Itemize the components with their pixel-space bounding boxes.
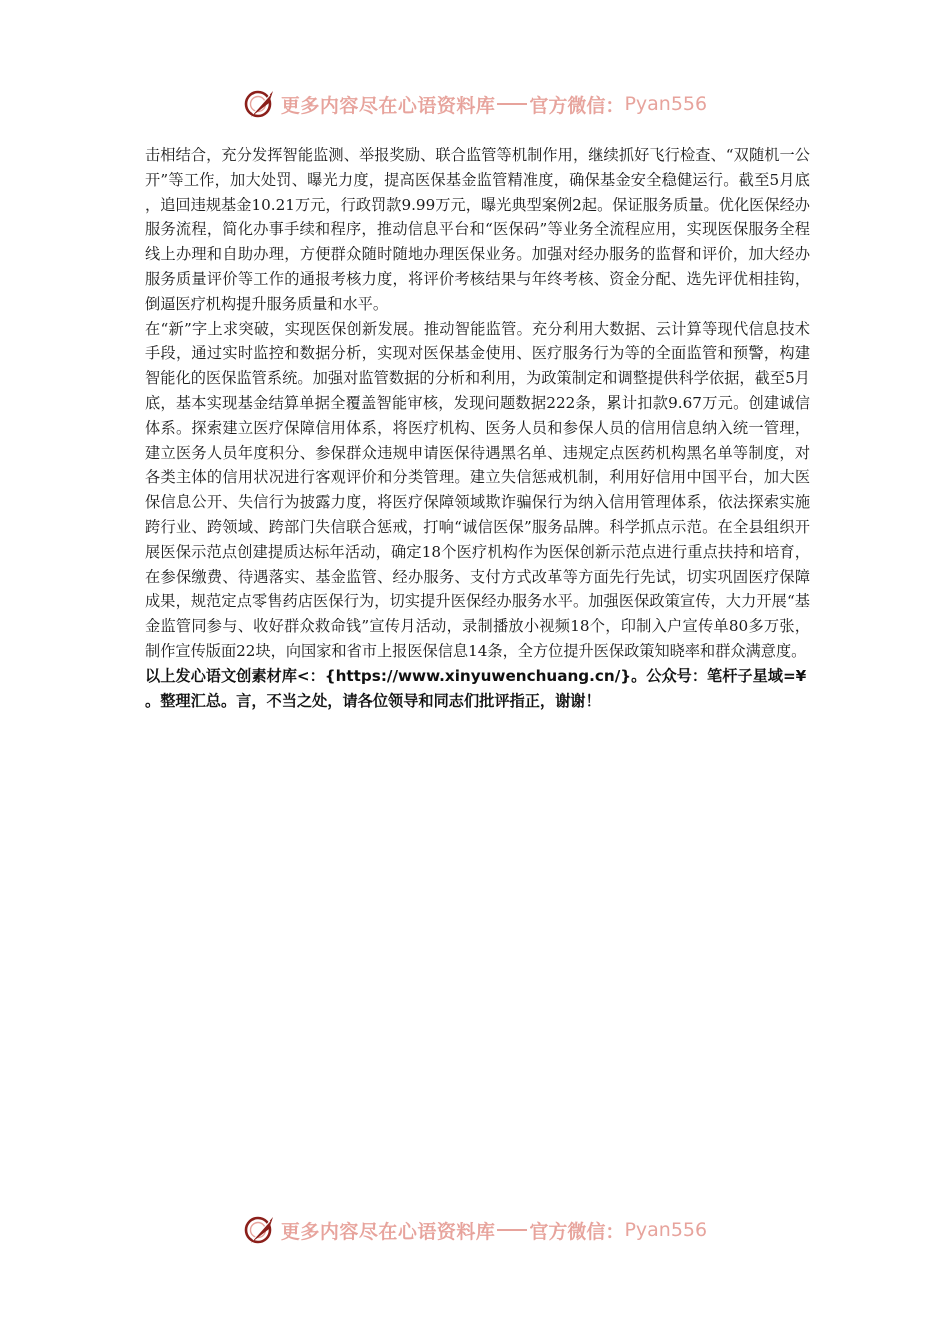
quill-pen-logo-icon <box>243 1213 277 1247</box>
paragraph-2: 在“新”字上求突破，实现医保创新发展。推动智能监管。充分利用大数据、云计算等现代信息技术手段，通过实时监控和数据分析，实现对医保基金使用、医疗服务行为等的全面监管和预警，构建智能化的医保监管系统。加强对监管数据的分析和利用，为政策制定和调整提供科学依据，截至5月底，基本实现基金结算单据全覆盖智能审核，发现问题数据222条，累计扣款9.67万元。创建诚信体系。探索建立医疗保障信用体系，将医疗机构、医务人员和参保人员的信用信息纳入统一管理，建立医务人员年度积分、参保群众违规申请医保待遇黑名单、违规定点医药机构黑名单等制度，对各类主体的信用状况进行客观评价和分类管理。建立失信惩戒机制，利用好信用中国平台，加大医保信息公开、失信行为披露力度，将医疗保障领域欺诈骗保行为纳入信用管理体系，依法探索实施跨行业、跨领域、跨部门失信联合惩戒，打响“诚信医保”服务品牌。科学抓点示范。在全县组织开展医保示范点创建提质达标年活动，确定18个医疗机构作为医保创新示范点进行重点扶持和培育，在参保缴费、待遇落实、基金监管、经办服务、支付方式改革等方面先行先试，切实巩固医疗保障成果，规范定点零售药店医保行为，切实提升医保经办服务水平。加强医保政策宣传，大力开展“基金监管同参与、收好群众救命钱”宣传月活动，录制播放小视频18个，印制入户宣传单80多万张，制作宣传版面22块，向国家和省市上报医保信息14条，全方位提升医保政策知晓率和群众满意度。 <box>145 319 810 660</box>
closing-note: 以上发心语文创素材库<：{https://www.xinyuwenchuang.cn/}。公众号：笔杆子星域=¥。整理汇总。言，不当之处，请各位领导和同志们批评指正，谢谢！ <box>145 666 807 710</box>
banner-text: 更多内容尽在心语资料库 <box>280 94 496 117</box>
document-body <box>145 143 810 713</box>
paragraph-1: 击相结合，充分发挥智能监测、举报奖励、联合监管等机制作用，继续抓好飞行检查、“双随机一公开”等工作，加大处罚、曝光力度，提高医保基金监管精准度，确保基金安全稳健运行。截至5月底，追回违规基金10.21万元，行政罚款9.99万元，曝光典型案例2起。保证服务质量。优化医保经办服务流程，简化办事手续和程序，推动信息平台和“医保码”等业务全流程应用，实现医保服务全程线上办理和自助办理，方便群众随时随地办理医保业务。加强对经办服务的监督和评价，加大经办服务质量评价等工作的通报考核力度，将评价考核结果与年终考核、资金分配、选先评优相挂钩，倒逼医疗机构提升服务质量和水平。 <box>145 146 810 313</box>
banner-label: 官方微信： <box>529 94 625 117</box>
header-banner <box>0 84 950 124</box>
banner-wechat-id: Pyan556 <box>624 1219 708 1241</box>
footer-banner <box>0 1210 950 1250</box>
banner-label: 官方微信： <box>529 1220 625 1243</box>
banner-text: 更多内容尽在心语资料库 <box>280 1220 496 1243</box>
banner-wechat-id: Pyan556 <box>624 93 708 115</box>
quill-pen-logo-icon <box>243 87 277 121</box>
banner-dash <box>497 103 527 105</box>
banner-dash <box>497 1229 527 1231</box>
